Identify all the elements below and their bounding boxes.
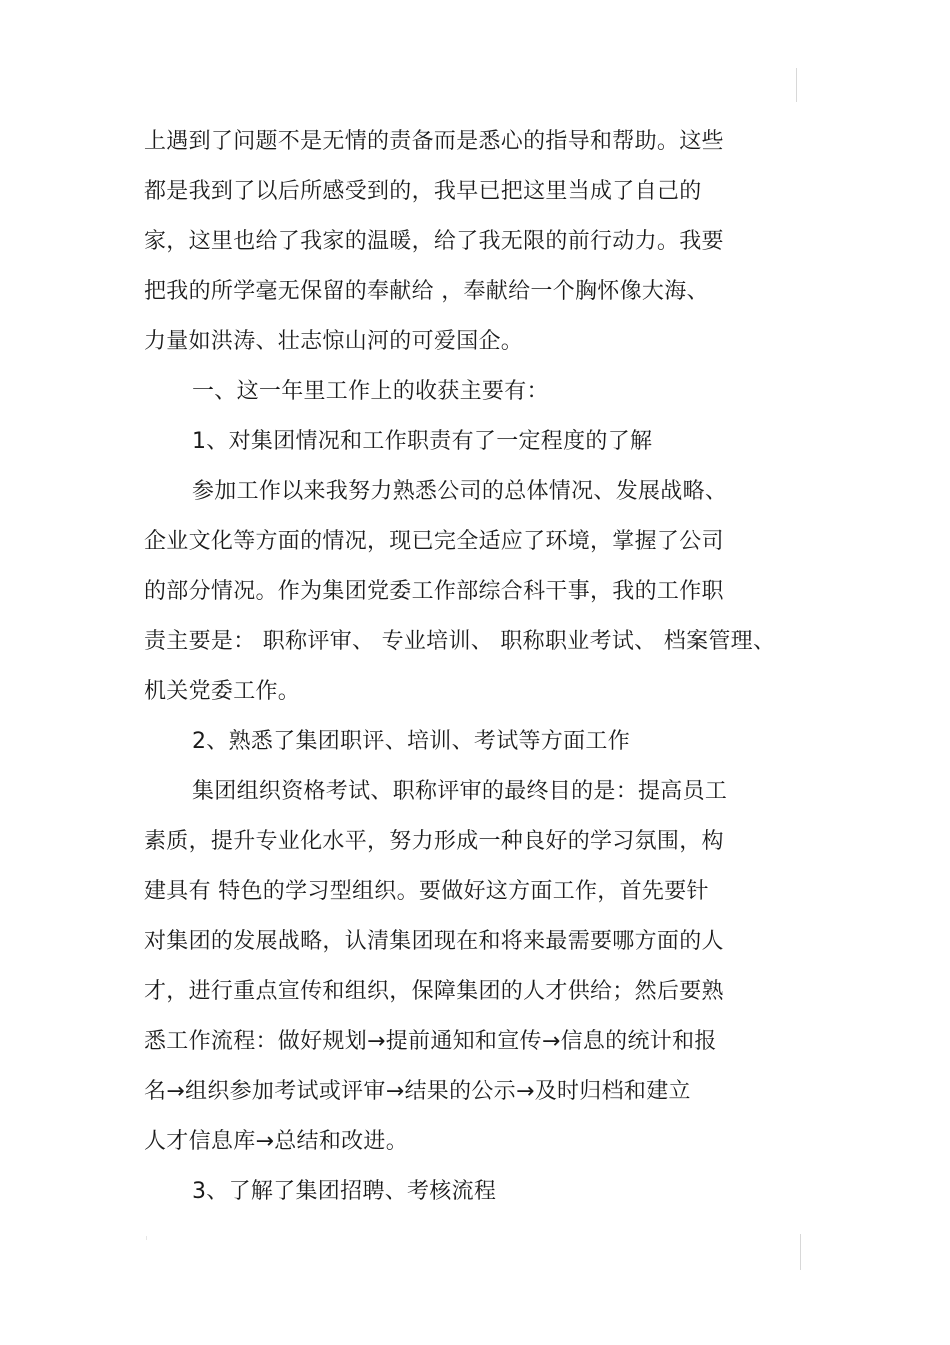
body-line: 家，这里也给了我家的温暖，给了我无限的前行动力。我要	[144, 229, 724, 254]
subsection-heading: 1、对集团情况和工作职责有了一定程度的了解	[192, 429, 653, 454]
body-line: 素质，提升专业化水平，努力形成一种良好的学习氛围，构	[144, 829, 724, 854]
body-line: 上遇到了问题不是无情的责备而是悉心的指导和帮助。这些	[144, 129, 724, 154]
body-line: 悉工作流程：做好规划→提前通知和宣传→信息的统计和报	[144, 1029, 717, 1054]
subsection-heading: 2、熟悉了集团职评、培训、考试等方面工作	[192, 729, 630, 754]
body-line: 参加工作以来我努力熟悉公司的总体情况、发展战略、	[192, 479, 728, 504]
subsection-heading: 3、了解了集团招聘、考核流程	[192, 1179, 497, 1204]
page-corner-mark-bottom	[800, 1234, 801, 1270]
body-line: 的部分情况。作为集团党委工作部综合科干事，我的工作职	[144, 579, 724, 604]
page-corner-mark-bottom-left	[146, 1236, 147, 1240]
body-line: 企业文化等方面的情况，现已完全适应了环境，掌握了公司	[144, 529, 724, 554]
body-line: 力量如洪涛、壮志惊山河的可爱国企。	[144, 329, 524, 354]
section-heading: 一、这一年里工作上的收获主要有：	[192, 379, 549, 404]
body-line: 人才信息库→总结和改进。	[144, 1129, 409, 1154]
body-line: 才，进行重点宣传和组织，保障集团的人才供给；然后要熟	[144, 979, 724, 1004]
body-line: 机关党委工作。	[144, 679, 301, 704]
body-line: 对集团的发展战略，认清集团现在和将来最需要哪方面的人	[144, 929, 724, 954]
body-line: 建具有 特色的学习型组织。要做好这方面工作，首先要针	[144, 879, 709, 904]
body-line: 把我的所学毫无保留的奉献给 ，奉献给一个胸怀像大海、	[144, 279, 709, 304]
body-line: 集团组织资格考试、职称评审的最终目的是：提高员工	[192, 779, 728, 804]
body-line: 都是我到了以后所感受到的，我早已把这里当成了自己的	[144, 179, 702, 204]
body-line: 名→组织参加考试或评审→结果的公示→及时归档和建立	[144, 1079, 691, 1104]
page-corner-mark-top	[796, 68, 797, 102]
body-line: 责主要是： 职称评审、 专业培训、 职称职业考试、 档案管理、	[144, 629, 776, 654]
